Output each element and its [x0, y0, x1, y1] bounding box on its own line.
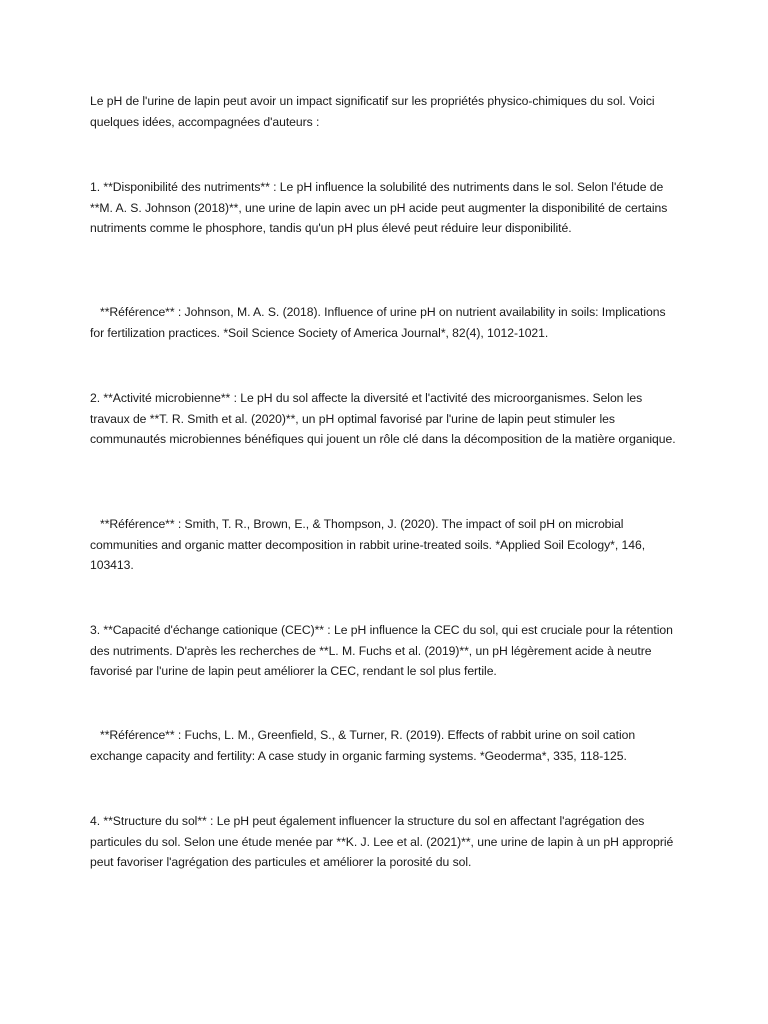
intro-paragraph: Le pH de l'urine de lapin peut avoir un impact significatif sur les propriétés physico-chimiques du sol. Voici quelques idées, accompagnées d'auteurs :	[90, 94, 655, 129]
item-1-reference: **Référence** : Johnson, M. A. S. (2018). Influence of urine pH on nutrient availability in soils: Implications for fertilization practices. *Soil Science Society of America Journal*, 82(4), 1012-1021.	[90, 305, 666, 340]
item-1-paragraph: 1. **Disponibilité des nutriments** : Le pH influence la solubilité des nutriments dans le sol. Selon l'étude de **M. A. S. Johnson (2018)**, une urine de lapin avec un pH acide peut augmenter la disponibilité de certains nutriments comme le phosphore, tandis qu'un pH plus élevé peut réduire leur disponibilité.	[90, 180, 668, 236]
item-2-reference: **Référence** : Smith, T. R., Brown, E., & Thompson, J. (2020). The impact of soil pH on microbial communities and organic matter decomposition in rabbit urine-treated soils. *Applied Soil Ecology*, 146, 103413.	[90, 517, 646, 573]
item-4-paragraph: 4. **Structure du sol** : Le pH peut également influencer la structure du sol en affectant l'agrégation des particules du sol. Selon une étude menée par **K. J. Lee et al. (2021)**, une urine de lapin à un pH approprié peut favoriser l'agrégation des particules et améliorer la porosité du sol.	[90, 814, 674, 870]
item-3-paragraph: 3. **Capacité d'échange cationique (CEC)** : Le pH influence la CEC du sol, qui est cruciale pour la rétention des nutriments. D'après les recherches de **L. M. Fuchs et al. (2019)**, un pH légèrement acide à neutre favorisé par l'urine de lapin peut améliorer la CEC, rendant le sol plus fertile.	[90, 623, 673, 679]
item-2-paragraph: 2. **Activité microbienne** : Le pH du sol affecte la diversité et l'activité des microorganismes. Selon les travaux de **T. R. Smith et al. (2020)**, un pH optimal favorisé par l'urine de lapin peut stimuler les communautés microbiennes bénéfiques qui jouent un rôle clé dans la décomposition de la matière organique.	[90, 391, 676, 447]
item-3-reference: **Référence** : Fuchs, L. M., Greenfield, S., & Turner, R. (2019). Effects of rabbit urine on soil cation exchange capacity and fertility: A case study in organic farming systems. *Geoderma*, 335, 118-125.	[90, 728, 636, 763]
